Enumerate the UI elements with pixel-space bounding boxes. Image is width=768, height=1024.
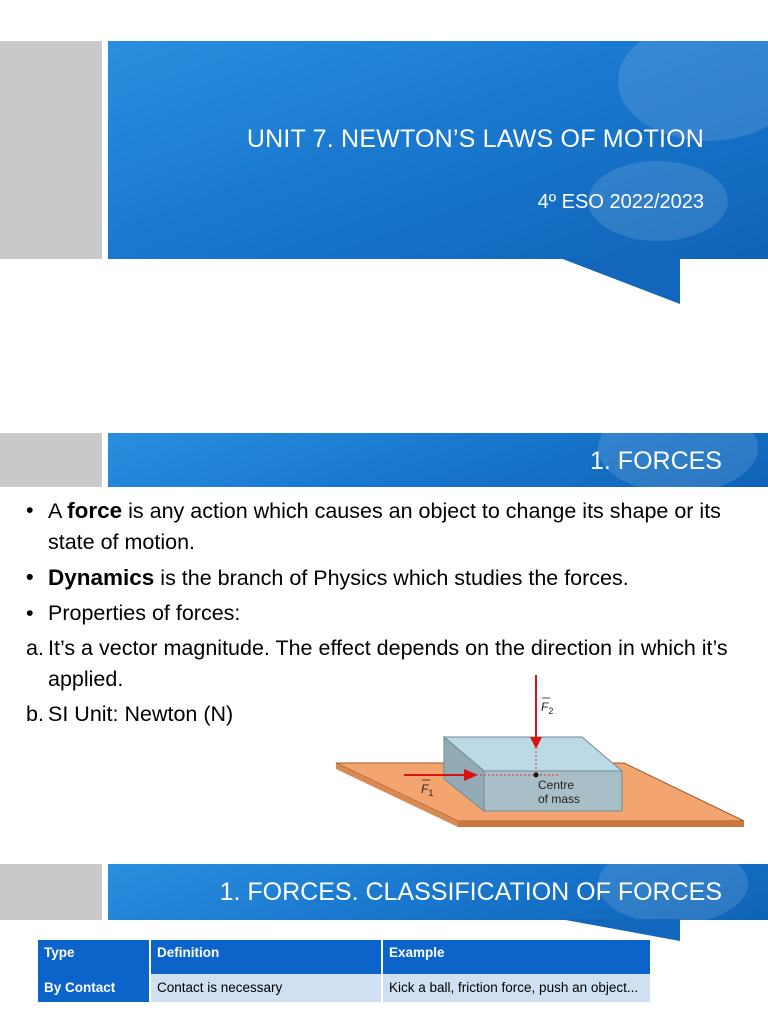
text: It’s a vector magnitude. The effect depends on the direction in which it’s applied.	[48, 636, 728, 691]
grey-accent-block	[0, 433, 102, 487]
property-item-b	[26, 699, 326, 730]
forces-classification-table	[38, 940, 650, 1002]
text: is the branch of Physics which studies the forces.	[154, 566, 629, 590]
header-definition: Definition	[150, 940, 382, 974]
classification-slide	[0, 864, 768, 1024]
centre-label-line2: of mass	[538, 792, 581, 806]
bullet-marker: •	[26, 601, 34, 625]
grey-accent-block	[0, 41, 102, 259]
centre-label-line1: Centre	[538, 778, 575, 792]
f1-label: $F_1$	[421, 782, 434, 798]
title-slide	[0, 0, 768, 420]
bullet-properties	[26, 598, 746, 629]
keyword-dynamics: Dynamics	[48, 565, 155, 590]
table-row	[38, 974, 650, 1002]
header-example: Example	[382, 940, 650, 974]
course-subtitle: 4º ESO 2022/2023	[537, 191, 704, 213]
cell-definition: Contact is necessary	[150, 974, 382, 1002]
text: SI Unit: Newton (N)	[48, 702, 234, 726]
cell-example: Kick a ball, friction force, push an object...	[382, 974, 650, 1002]
board-edge	[458, 821, 744, 827]
header-type: Type	[38, 940, 150, 974]
item-marker: b.	[26, 702, 44, 726]
text: Properties of forces:	[48, 601, 241, 625]
text: A	[48, 499, 68, 523]
banner-tail	[560, 258, 682, 306]
keyword-force: force	[67, 498, 123, 523]
cell-type: By Contact	[38, 974, 150, 1002]
text: is any action which causes an object to change its shape or its state of motion.	[48, 499, 721, 554]
title-banner	[108, 41, 768, 259]
centre-of-mass-dot	[534, 773, 539, 778]
force-diagram	[330, 675, 750, 837]
grey-accent-block	[0, 864, 102, 920]
bullet-dynamics-definition	[26, 562, 746, 594]
table-header-row	[38, 940, 650, 974]
forces-banner	[108, 433, 768, 487]
forces-slide	[0, 433, 768, 841]
f2-label: $F_2$	[541, 700, 554, 716]
unit-title: UNIT 7. NEWTON’S LAWS OF MOTION	[246, 125, 704, 153]
bullet-force-definition	[26, 495, 746, 558]
cloud-decoration	[618, 21, 768, 141]
item-marker: a.	[26, 636, 44, 660]
bullet-marker: •	[26, 565, 34, 589]
slide-title: 1. FORCES	[590, 447, 722, 475]
classification-banner	[108, 864, 768, 920]
bullet-marker: •	[26, 498, 34, 522]
slide-title: 1. FORCES. CLASSIFICATION OF FORCES	[219, 878, 722, 906]
